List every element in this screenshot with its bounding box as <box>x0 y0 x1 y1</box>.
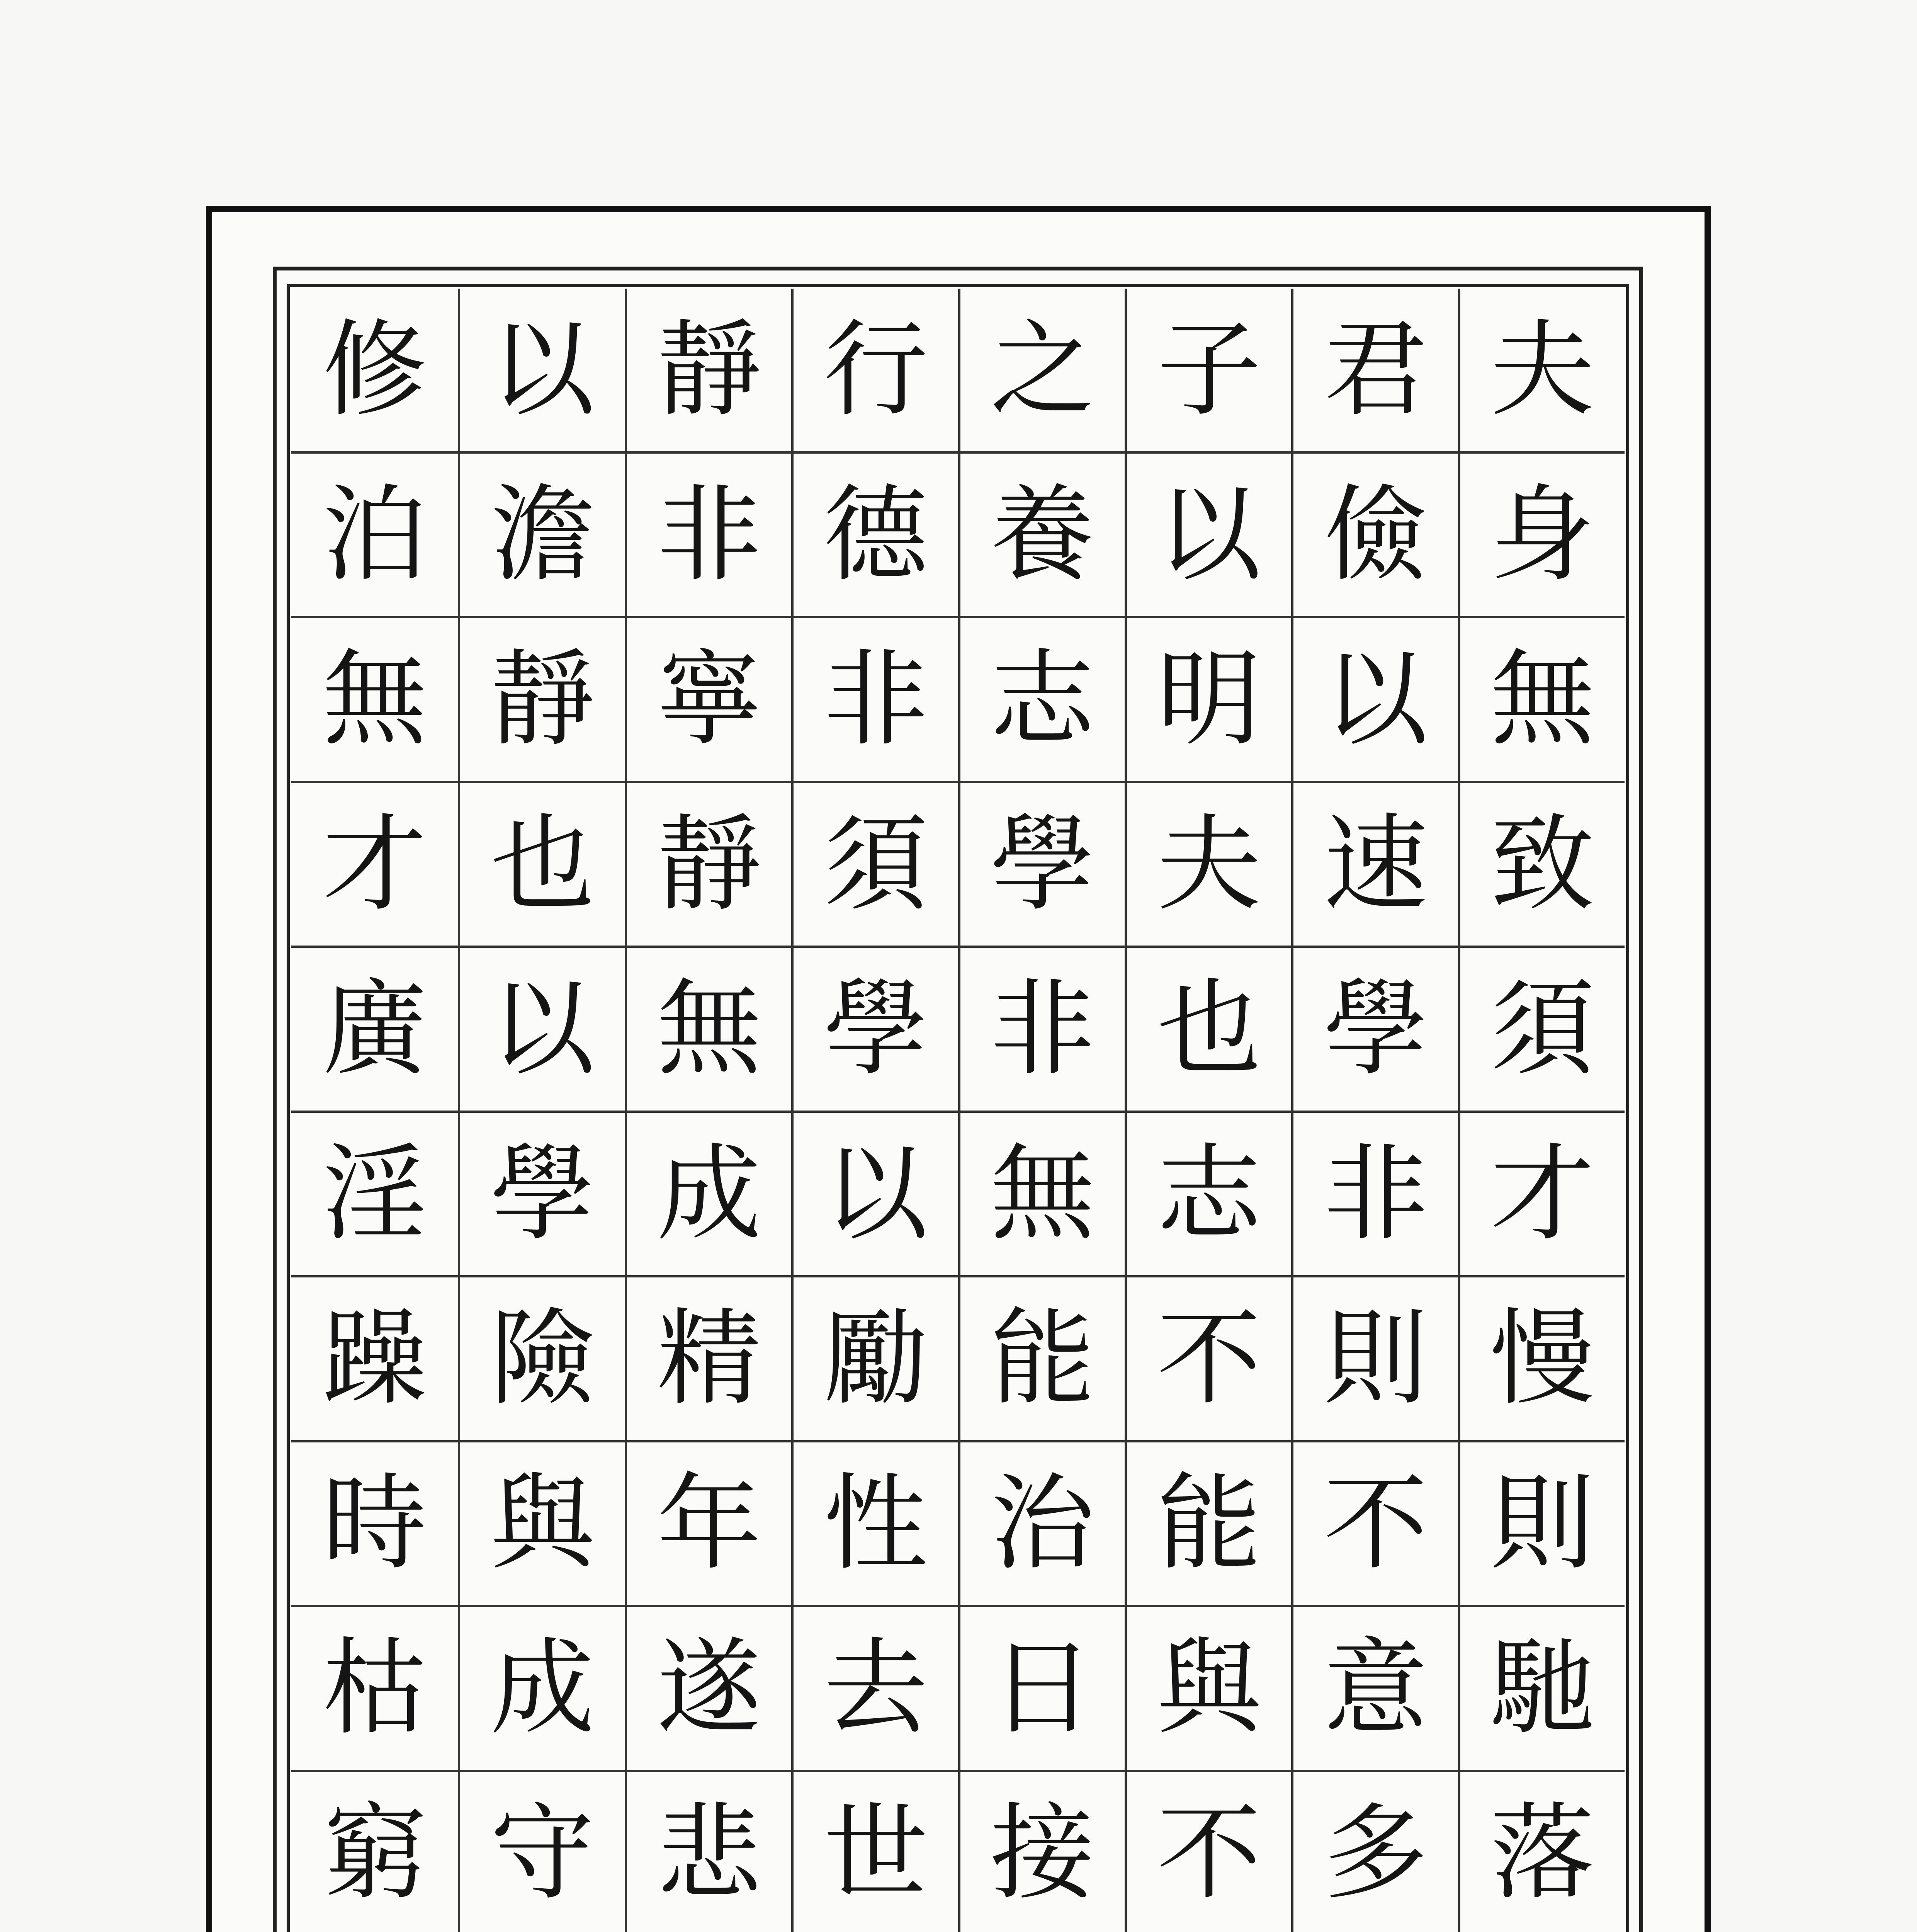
grid-cell: 靜 <box>458 618 624 783</box>
grid-cell: 遂 <box>625 1607 791 1772</box>
grid-cell: 以 <box>458 289 624 454</box>
grid-cell: 以 <box>791 1113 958 1278</box>
grid-cell: 守 <box>458 1772 624 1932</box>
grid-cell: 去 <box>791 1607 958 1772</box>
grid-cell: 意 <box>1291 1607 1458 1772</box>
grid-cell: 致 <box>1458 783 1625 948</box>
grid-cell: 德 <box>791 454 958 619</box>
grid-cell: 學 <box>1291 948 1458 1113</box>
grid-cell: 枯 <box>291 1607 458 1772</box>
grid-cell: 悲 <box>625 1772 791 1932</box>
grid-cell: 養 <box>958 454 1125 619</box>
grid-cell: 則 <box>1291 1277 1458 1442</box>
grid-cell: 修 <box>291 289 458 454</box>
grid-cell: 則 <box>1458 1442 1625 1607</box>
grid-cell: 勵 <box>791 1277 958 1442</box>
grid-cell: 躁 <box>291 1277 458 1442</box>
grid-cell: 不 <box>1125 1277 1291 1442</box>
grid-cell: 慢 <box>1458 1277 1625 1442</box>
grid-cell: 不 <box>1291 1442 1458 1607</box>
grid-cell: 淫 <box>291 1113 458 1278</box>
grid-cell: 無 <box>1458 618 1625 783</box>
grid-cell: 無 <box>625 948 791 1113</box>
grid-cell: 與 <box>458 1442 624 1607</box>
grid-cell: 日 <box>958 1607 1125 1772</box>
grid-cell: 能 <box>958 1277 1125 1442</box>
grid-cell: 靜 <box>625 289 791 454</box>
grid-cell: 志 <box>958 618 1125 783</box>
grid-cell: 之 <box>958 289 1125 454</box>
grid-cell: 落 <box>1458 1772 1625 1932</box>
calligraphy-grid <box>291 289 1625 1932</box>
grid-cell: 明 <box>1125 618 1291 783</box>
grid-cell: 學 <box>458 1113 624 1278</box>
grid-cell: 才 <box>291 783 458 948</box>
grid-cell: 以 <box>1291 618 1458 783</box>
grid-cell: 不 <box>1125 1772 1291 1932</box>
grid-cell: 也 <box>458 783 624 948</box>
grid-cell: 世 <box>791 1772 958 1932</box>
grid-cell: 馳 <box>1458 1607 1625 1772</box>
grid-cell: 夫 <box>1458 289 1625 454</box>
grid-cell: 泊 <box>291 454 458 619</box>
grid-cell: 非 <box>1291 1113 1458 1278</box>
grid-cell: 志 <box>1125 1113 1291 1278</box>
grid-cell: 非 <box>958 948 1125 1113</box>
grid-cell: 成 <box>625 1113 791 1278</box>
grid-cell: 性 <box>791 1442 958 1607</box>
grid-cell: 多 <box>1291 1772 1458 1932</box>
grid-cell: 澹 <box>458 454 624 619</box>
grid-cell: 接 <box>958 1772 1125 1932</box>
grid-cell: 學 <box>791 948 958 1113</box>
grid-cell: 子 <box>1125 289 1291 454</box>
grid-cell: 儉 <box>1291 454 1458 619</box>
grid-cell: 窮 <box>291 1772 458 1932</box>
grid-cell: 無 <box>291 618 458 783</box>
grid-cell: 時 <box>291 1442 458 1607</box>
grid-cell: 廣 <box>291 948 458 1113</box>
grid-cell: 成 <box>458 1607 624 1772</box>
grid-cell: 精 <box>625 1277 791 1442</box>
grid-cell: 與 <box>1125 1607 1291 1772</box>
grid-cell: 寧 <box>625 618 791 783</box>
grid-cell: 君 <box>1291 289 1458 454</box>
grid-cell: 能 <box>1125 1442 1291 1607</box>
grid-cell: 以 <box>1125 454 1291 619</box>
grid-cell: 治 <box>958 1442 1125 1607</box>
grid-cell: 行 <box>791 289 958 454</box>
grid-cell: 無 <box>958 1113 1125 1278</box>
grid-cell: 速 <box>1291 783 1458 948</box>
grid-cell: 靜 <box>625 783 791 948</box>
grid-cell: 身 <box>1458 454 1625 619</box>
grid-cell: 學 <box>958 783 1125 948</box>
grid-cell: 非 <box>625 454 791 619</box>
grid-cell: 以 <box>458 948 624 1113</box>
grid-cell: 險 <box>458 1277 624 1442</box>
grid-cell: 才 <box>1458 1113 1625 1278</box>
grid-cell: 夫 <box>1125 783 1291 948</box>
grid-cell: 年 <box>625 1442 791 1607</box>
grid-cell: 也 <box>1125 948 1291 1113</box>
grid-cell: 非 <box>791 618 958 783</box>
grid-cell: 須 <box>1458 948 1625 1113</box>
grid-cell: 須 <box>791 783 958 948</box>
